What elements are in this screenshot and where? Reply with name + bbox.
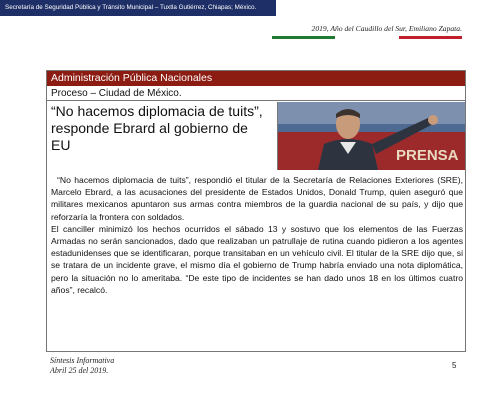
footer-title: Síntesis Informativa <box>50 356 115 365</box>
flag-stripe <box>272 36 462 39</box>
section-title: Administración Pública Nacionales <box>47 71 465 86</box>
article-location: Proceso – Ciudad de México. <box>47 86 465 101</box>
footer-info <box>50 356 114 376</box>
flag-green <box>272 36 335 39</box>
photo-backdrop-text: PRENSA <box>396 147 459 164</box>
flag-white <box>335 36 398 39</box>
flag-red <box>399 36 462 39</box>
paragraph-2: El canciller minimizó los hechos ocurridos el sábado 13 y sostuvo que los elementos de las Fuerzas Armadas no serán sancionados, dado que realizaban un patrullaje de rutina cuando pidieron a los agentes estadunidenses que se identificaran, porque transitaban en un vehículo civil. El titular de la SRE dijo que, si se tratara de un incidente grave, el mismo día el gobierno de Trump habría enviado una nota diplomática, pero la situación no lo ameritaba. “De este tipo de incidentes se han dado unos 18 en los últimos cuatro años”, recalcó. <box>51 223 463 295</box>
header-banner: Secretaría de Seguridad Pública y Tránsito Municipal – Tuxtla Gutiérrez, Chiapas; México. <box>0 0 276 16</box>
page-number: 5 <box>452 361 457 370</box>
photo-illustration <box>278 102 465 170</box>
article-box <box>46 70 466 352</box>
article-body <box>51 174 463 296</box>
paragraph-1: “No hacemos diplomacia de tuits”, respondió el titular de la Secretaría de Relaciones Exteriores (SRE), Marcelo Ebrard, a las acusaciones del presidente de Estados Unidos, Donald Trump, quien aseguró que militares mexicanos apuntaron sus armas contra miembros de la guardia nacional de su país, y dijo que reforzaría la frontera con soldados. <box>51 175 463 222</box>
article-photo <box>277 102 465 170</box>
motto: 2019, Año del Caudillo del Sur, Emiliano Zapata. <box>311 24 462 33</box>
footer-date: Abril 25 del 2019. <box>50 366 109 375</box>
article-headline: “No hacemos diplomacia de tuits”, responde Ebrard al gobierno de EU <box>51 103 263 153</box>
